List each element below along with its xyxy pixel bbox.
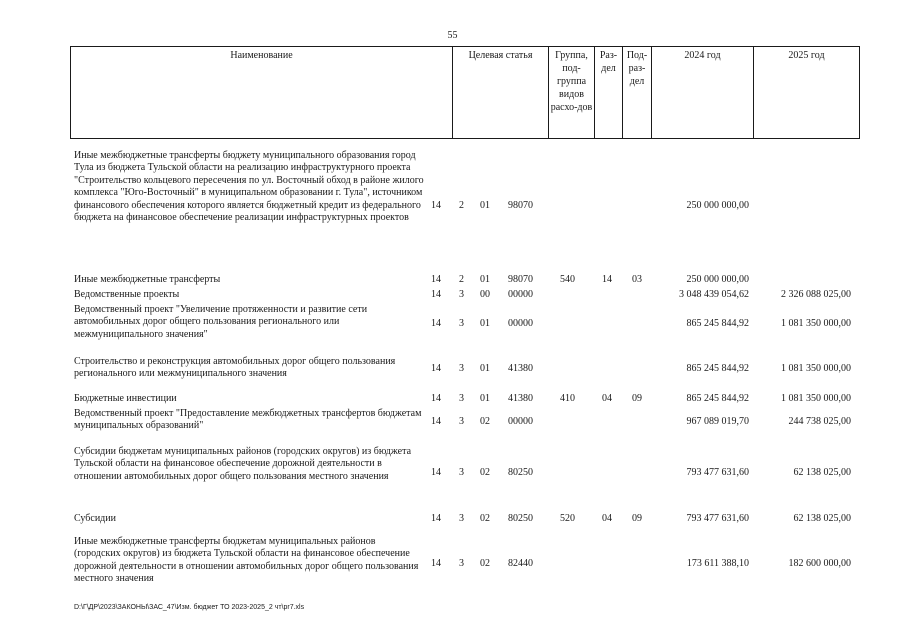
row-code-d: 80250 (508, 467, 533, 478)
row-subsection: 03 (632, 274, 642, 285)
row-section: 04 (602, 513, 612, 524)
row-2025: 244 738 025,00 (788, 416, 851, 427)
row-code-c: 02 (480, 467, 490, 478)
row-code-c: 01 (480, 363, 490, 374)
row-code-c: 02 (480, 416, 490, 427)
row-group: 410 (560, 393, 575, 404)
row-name: Строительство и реконструкция автомобильных дорог общего пользования регионального или межмуниципального значения (74, 356, 396, 380)
row-2025: 182 600 000,00 (788, 558, 851, 569)
footer-file-path: D:\Г\ДР\2023\ЗАКОНЫ\ЗАС_47\Изм. бюджет ТО 2023-2025_2 чт\pr7.xls (74, 604, 305, 611)
header-2024: 2024 год (652, 47, 754, 139)
row-2024: 865 245 844,92 (686, 318, 749, 329)
row-code-c: 01 (480, 318, 490, 329)
row-code-a: 14 (431, 513, 441, 524)
row-name: Ведомственный проект "Предоставление межбюджетных трансфертов бюджетам муниципальных образований" (74, 408, 422, 432)
row-section: 14 (602, 274, 612, 285)
row-code-a: 14 (431, 318, 441, 329)
row-code-a: 14 (431, 416, 441, 427)
row-code-d: 00000 (508, 416, 533, 427)
row-code-b: 3 (459, 416, 464, 427)
row-2024: 865 245 844,92 (686, 393, 749, 404)
row-code-a: 14 (431, 467, 441, 478)
row-code-c: 01 (480, 274, 490, 285)
row-code-b: 3 (459, 289, 464, 300)
row-code-b: 3 (459, 363, 464, 374)
row-code-a: 14 (431, 363, 441, 374)
header-section: Раз-дел (595, 47, 623, 139)
header-target: Целевая статья (453, 47, 549, 139)
row-section: 04 (602, 393, 612, 404)
row-code-b: 2 (459, 274, 464, 285)
row-group: 520 (560, 513, 575, 524)
row-code-b: 3 (459, 318, 464, 329)
row-code-a: 14 (431, 274, 441, 285)
row-name: Иные межбюджетные трансферты бюджету муниципального образования город Тула из бюджета Тульской области на реализацию инфраструктурного проекта "Строительство кольцевого пересечения по ул. Восточный обход в районе жилого комплекса "Юго-Восточный" в муниципальном образовании г. Тула", источником финансового обеспечения которого является бюджетный кредит из федерального бюджета на финансовое обеспечение реализации инфраструктурных проектов (74, 150, 424, 224)
page-number: 55 (447, 30, 458, 41)
row-2024: 967 089 019,70 (686, 416, 749, 427)
header-2025: 2025 год (754, 47, 860, 139)
row-code-d: 82440 (508, 558, 533, 569)
row-code-b: 3 (459, 558, 464, 569)
row-code-d: 41380 (508, 363, 533, 374)
row-code-c: 00 (480, 289, 490, 300)
row-2024: 793 477 631,60 (686, 513, 749, 524)
row-2025: 62 138 025,00 (793, 513, 851, 524)
header-group: Группа, под-группа видов расхо-дов (549, 47, 595, 139)
header-name: Наименование (71, 47, 453, 139)
row-code-b: 3 (459, 513, 464, 524)
row-code-a: 14 (431, 289, 441, 300)
row-2024: 865 245 844,92 (686, 363, 749, 374)
row-2024: 250 000 000,00 (686, 200, 749, 211)
header-subsection: Под-раз-дел (623, 47, 652, 139)
row-name: Бюджетные инвестиции (74, 393, 177, 404)
row-subsection: 09 (632, 513, 642, 524)
row-code-a: 14 (431, 393, 441, 404)
row-code-d: 98070 (508, 274, 533, 285)
row-code-d: 41380 (508, 393, 533, 404)
row-2024: 3 048 439 054,62 (679, 289, 749, 300)
row-group: 540 (560, 274, 575, 285)
row-code-c: 01 (480, 393, 490, 404)
row-name: Субсидии бюджетам муниципальных районов (городских округов) из бюджета Тульской области на финансовое обеспечение дорожной деятельности в отношении автомобильных дорог общего пользования местного значения (74, 446, 412, 482)
row-2024: 793 477 631,60 (686, 467, 749, 478)
row-code-b: 3 (459, 393, 464, 404)
row-subsection: 09 (632, 393, 642, 404)
row-code-c: 01 (480, 200, 490, 211)
table-header (70, 46, 860, 139)
row-code-c: 02 (480, 513, 490, 524)
row-code-d: 00000 (508, 289, 533, 300)
row-code-c: 02 (480, 558, 490, 569)
row-2025: 2 326 088 025,00 (781, 289, 851, 300)
row-2025: 1 081 350 000,00 (781, 393, 851, 404)
row-name: Субсидии (74, 513, 116, 524)
row-2025: 62 138 025,00 (793, 467, 851, 478)
row-code-a: 14 (431, 558, 441, 569)
row-name: Ведомственный проект "Увеличение протяженности и развитие сети автомобильных дорог общего пользования регионального или межмуниципального значения" (74, 304, 368, 340)
row-2024: 173 611 388,10 (686, 558, 749, 569)
row-code-b: 2 (459, 200, 464, 211)
row-2025: 1 081 350 000,00 (781, 363, 851, 374)
row-code-a: 14 (431, 200, 441, 211)
row-name: Ведомственные проекты (74, 289, 180, 300)
row-code-b: 3 (459, 467, 464, 478)
row-2025: 1 081 350 000,00 (781, 318, 851, 329)
row-2024: 250 000 000,00 (686, 274, 749, 285)
row-code-d: 80250 (508, 513, 533, 524)
row-code-d: 00000 (508, 318, 533, 329)
row-code-d: 98070 (508, 200, 533, 211)
row-name: Иные межбюджетные трансферты бюджетам муниципальных районов (городских округов) из бюджета Тульской области на финансовое обеспечение дорожной деятельности в отношении автомобильных дорог общего пользования местного значения (74, 536, 419, 585)
row-name: Иные межбюджетные трансферты (74, 274, 221, 285)
